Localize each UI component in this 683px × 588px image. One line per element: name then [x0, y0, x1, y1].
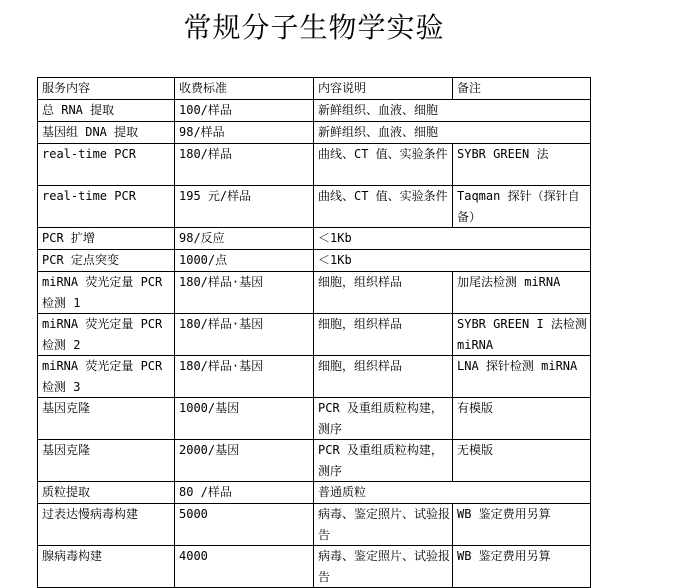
table-row	[38, 440, 591, 482]
table-row	[38, 122, 591, 144]
service-cell: real-time PCR	[38, 144, 175, 186]
price-cell: 180/样品·基因	[175, 314, 314, 356]
service-cell: miRNA 荧光定量 PCR 检测 3	[38, 356, 175, 398]
table-row	[38, 228, 591, 250]
note-cell: 无模版	[453, 440, 591, 482]
table-header-row	[38, 78, 591, 100]
header-cell-price: 收费标准	[175, 78, 314, 100]
note-cell: SYBR GREEN I 法检测 miRNA	[453, 314, 591, 356]
note-cell: WB 鉴定费用另算	[453, 504, 591, 546]
note-cell: WB 鉴定费用另算	[453, 546, 591, 588]
header-cell-note: 备注	[453, 78, 591, 100]
note-cell: 有模版	[453, 398, 591, 440]
price-cell: 98/样品	[175, 122, 314, 144]
price-cell: 180/样品·基因	[175, 272, 314, 314]
description-cell: PCR 及重组质粒构建，测序	[314, 440, 453, 482]
price-cell: 1000/基因	[175, 398, 314, 440]
table-row	[38, 356, 591, 398]
description-cell: PCR 及重组质粒构建，测序	[314, 398, 453, 440]
description-cell: ＜1Kb	[314, 228, 591, 250]
description-cell: 细胞，组织样品	[314, 314, 453, 356]
service-cell: 质粒提取	[38, 482, 175, 504]
description-cell: 病毒、鉴定照片、试验报告	[314, 504, 453, 546]
note-cell: 加尾法检测 miRNA	[453, 272, 591, 314]
note-cell: Taqman 探针（探针自备）	[453, 186, 591, 228]
header-cell-service: 服务内容	[38, 78, 175, 100]
price-cell: 4000	[175, 546, 314, 588]
service-cell: PCR 扩增	[38, 228, 175, 250]
description-cell: 曲线、CT 值、实验条件	[314, 144, 453, 186]
description-cell: 曲线、CT 值、实验条件	[314, 186, 453, 228]
price-cell: 1000/点	[175, 250, 314, 272]
service-cell: real-time PCR	[38, 186, 175, 228]
table-row	[38, 272, 591, 314]
service-cell: PCR 定点突变	[38, 250, 175, 272]
table-row	[38, 314, 591, 356]
service-cell: 基因克隆	[38, 440, 175, 482]
service-cell: 腺病毒构建	[38, 546, 175, 588]
table-row	[38, 100, 591, 122]
description-cell: 新鲜组织、血液、细胞	[314, 100, 591, 122]
price-cell: 180/样品	[175, 144, 314, 186]
header-cell-description: 内容说明	[314, 78, 453, 100]
price-cell: 80 /样品	[175, 482, 314, 504]
description-cell: 细胞，组织样品	[314, 272, 453, 314]
table-row	[38, 398, 591, 440]
description-cell: 细胞，组织样品	[314, 356, 453, 398]
price-table	[37, 77, 591, 588]
description-cell: 新鲜组织、血液、细胞	[314, 122, 591, 144]
price-cell: 100/样品	[175, 100, 314, 122]
service-cell: miRNA 荧光定量 PCR 检测 2	[38, 314, 175, 356]
service-cell: 基因组 DNA 提取	[38, 122, 175, 144]
price-cell: 2000/基因	[175, 440, 314, 482]
service-cell: 过表达慢病毒构建	[38, 504, 175, 546]
price-cell: 5000	[175, 504, 314, 546]
service-cell: 基因克隆	[38, 398, 175, 440]
price-cell: 180/样品·基因	[175, 356, 314, 398]
table-row	[38, 546, 591, 588]
description-cell: ＜1Kb	[314, 250, 591, 272]
service-cell: miRNA 荧光定量 PCR 检测 1	[38, 272, 175, 314]
table-row	[38, 144, 591, 186]
price-cell: 195 元/样品	[175, 186, 314, 228]
description-cell: 病毒、鉴定照片、试验报告	[314, 546, 453, 588]
price-cell: 98/反应	[175, 228, 314, 250]
service-cell: 总 RNA 提取	[38, 100, 175, 122]
table-row	[38, 186, 591, 228]
table-row	[38, 504, 591, 546]
description-cell: 普通质粒	[314, 482, 591, 504]
page-title: 常规分子生物学实验	[183, 11, 445, 44]
note-cell: LNA 探针检测 miRNA	[453, 356, 591, 398]
note-cell: SYBR GREEN 法	[453, 144, 591, 186]
table-row	[38, 250, 591, 272]
table-row	[38, 482, 591, 504]
